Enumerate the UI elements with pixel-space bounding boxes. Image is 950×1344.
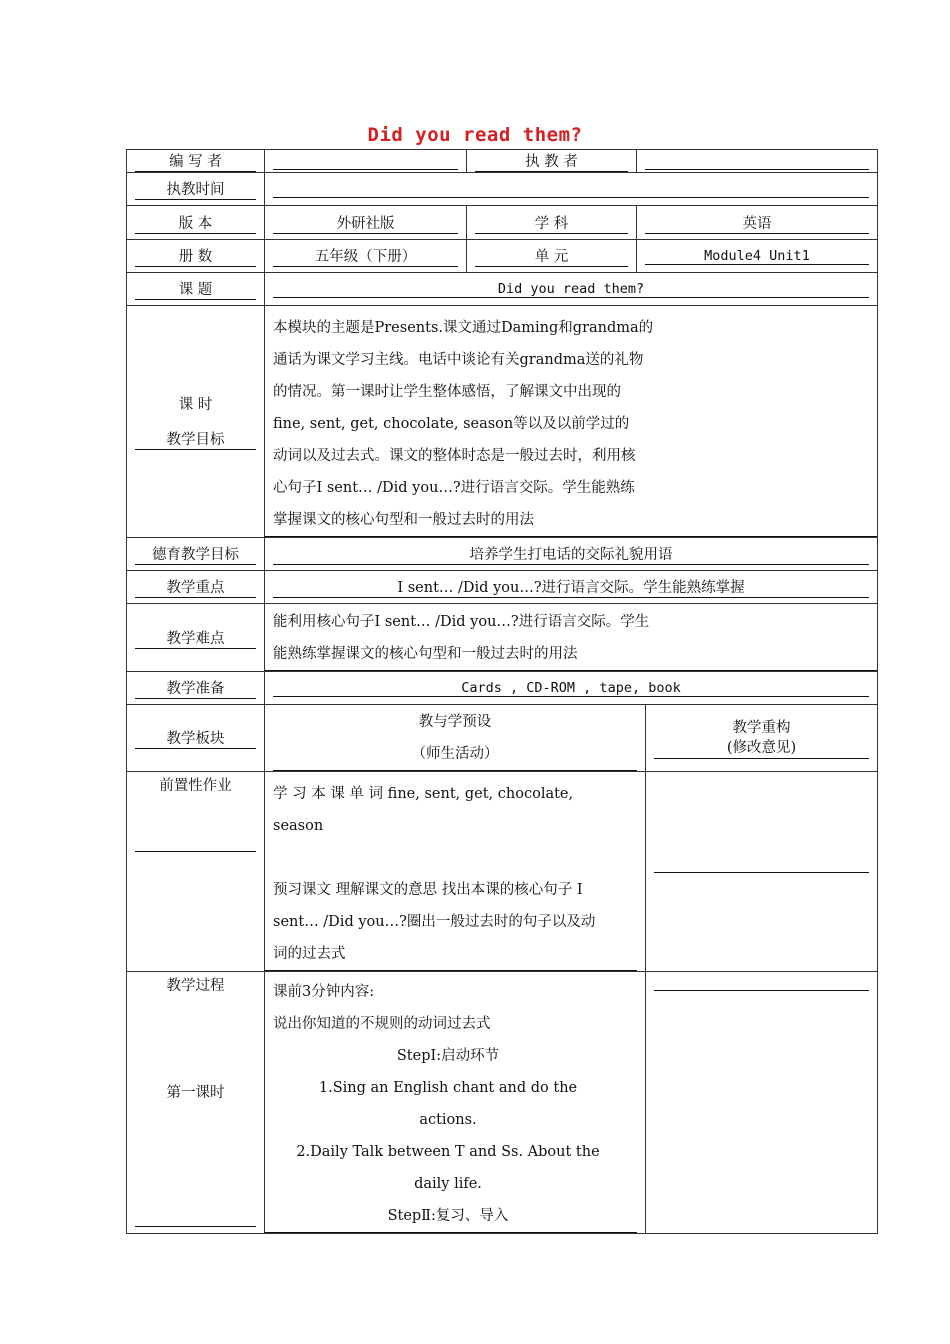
process-step-heading: StepⅡ:复习、导入 <box>387 1208 509 1224</box>
homework-line: 预习课文 理解课文的意思 找出本课的核心句子 I <box>273 882 583 898</box>
homework-line: 学 习 本 课 单 词 fine, sent, get, chocolate, <box>273 786 574 802</box>
objectives-label-line1: 课 时 <box>178 397 213 413</box>
objectives-line: 通话为课文学习主线。电话中谈论有关grandma送的礼物 <box>273 352 644 368</box>
topic-row <box>127 273 878 306</box>
board-revision-header <box>654 718 869 759</box>
executor-label: 执 教 者 <box>475 150 628 172</box>
board-activity-header <box>273 706 637 771</box>
process-step-heading: StepⅠ:启动环节 <box>396 1048 500 1064</box>
writer-value[interactable] <box>273 153 458 170</box>
process-label2: 第一课时 <box>166 1085 225 1101</box>
key-point-label: 教学重点 <box>135 576 256 598</box>
objectives-text <box>265 306 877 537</box>
board-col3-line2: (修改意见) <box>726 739 797 756</box>
executor-value[interactable] <box>645 153 869 170</box>
volume-value: 五年级（下册） <box>273 245 458 267</box>
edition-value: 外研社版 <box>273 212 458 234</box>
writer-row <box>127 150 878 173</box>
subject-value: 英语 <box>645 212 869 234</box>
key-point-value: I sent… /Did you…?进行语言交际。学生能熟练掌握 <box>273 576 869 598</box>
difficulty-line: 能利用核心句子I sent… /Did you…?进行语言交际。学生 <box>273 614 650 630</box>
homework-line <box>273 842 623 874</box>
time-value[interactable] <box>273 181 869 198</box>
topic-label: 课 题 <box>135 278 256 300</box>
difficulty-row <box>127 604 878 672</box>
objectives-line: 动词以及过去式。课文的整体时态是一般过去时，利用核 <box>273 448 636 464</box>
objectives-row <box>127 306 878 538</box>
objectives-line: 的情况。第一课时让学生整体感悟，了解课文中出现的 <box>273 384 621 400</box>
volume-row <box>127 240 878 273</box>
homework-line: season <box>273 818 324 834</box>
subject-label: 学 科 <box>475 212 628 234</box>
objectives-line: 心句子I sent… /Did you…?进行语言交际。学生能熟练 <box>273 480 635 496</box>
homework-line: sent… /Did you…?圈出一般过去时的句子以及动 <box>273 914 596 930</box>
homework-text <box>265 772 637 971</box>
objectives-line: fine, sent, get, chocolate, season等以及以前学过的 <box>273 416 630 432</box>
homework-line: 词的过去式 <box>273 946 346 962</box>
process-line: daily life. <box>414 1176 482 1192</box>
moral-label: 德育教学目标 <box>135 543 256 565</box>
board-label: 教学板块 <box>135 727 256 749</box>
process-line: 说出你知道的不规则的动词过去式 <box>273 1016 491 1032</box>
difficulty-label: 教学难点 <box>135 627 256 649</box>
board-col2-line1: 教与学预设 <box>418 713 492 730</box>
board-col2-line2: （师生活动） <box>411 745 499 762</box>
lesson-plan-table <box>126 149 878 1234</box>
process-line: 课前3分钟内容: <box>273 984 375 1000</box>
preparation-label: 教学准备 <box>135 677 256 699</box>
board-col3-line1: 教学重构 <box>732 719 791 736</box>
objectives-line: 掌握课文的核心句型和一般过去时的用法 <box>273 512 534 528</box>
process-line: 1.Sing an English chant and do the <box>318 1080 578 1096</box>
topic-value: Did you read them? <box>273 281 869 298</box>
process-label-underline <box>135 1226 256 1227</box>
process-row <box>127 972 878 1234</box>
edition-row <box>127 206 878 240</box>
homework-label-underline <box>135 851 256 852</box>
objectives-label-line2: 教学目标 <box>135 428 256 450</box>
preparation-row <box>127 672 878 705</box>
unit-value: Module4 Unit1 <box>645 248 869 265</box>
difficulty-line: 能熟练掌握课文的核心句型和一般过去时的用法 <box>273 646 578 662</box>
process-revision-line[interactable] <box>654 990 869 991</box>
homework-row <box>127 772 878 972</box>
process-line: 2.Daily Talk between T and Ss. About the <box>296 1144 600 1160</box>
board-row <box>127 705 878 772</box>
moral-row <box>127 538 878 571</box>
key-point-row <box>127 571 878 604</box>
process-text <box>265 972 637 1233</box>
edition-label: 版 本 <box>135 212 256 234</box>
moral-value: 培养学生打电话的交际礼貌用语 <box>273 543 869 565</box>
process-line: actions. <box>419 1112 477 1128</box>
homework-revision-line[interactable] <box>654 872 869 873</box>
time-label: 执教时间 <box>135 178 256 200</box>
volume-label: 册 数 <box>135 245 256 267</box>
unit-label: 单 元 <box>475 245 628 267</box>
process-label: 教学过程 <box>166 978 225 994</box>
time-row <box>127 173 878 206</box>
page-title: Did you read them? <box>367 124 583 146</box>
objectives-line: 本模块的主题是Presents.课文通过Daming和grandma的 <box>273 320 654 336</box>
writer-label: 编 写 者 <box>135 150 256 172</box>
preparation-value: Cards , CD-ROM , tape, book <box>273 680 869 697</box>
homework-label: 前置性作业 <box>159 778 232 794</box>
difficulty-text <box>265 604 877 671</box>
